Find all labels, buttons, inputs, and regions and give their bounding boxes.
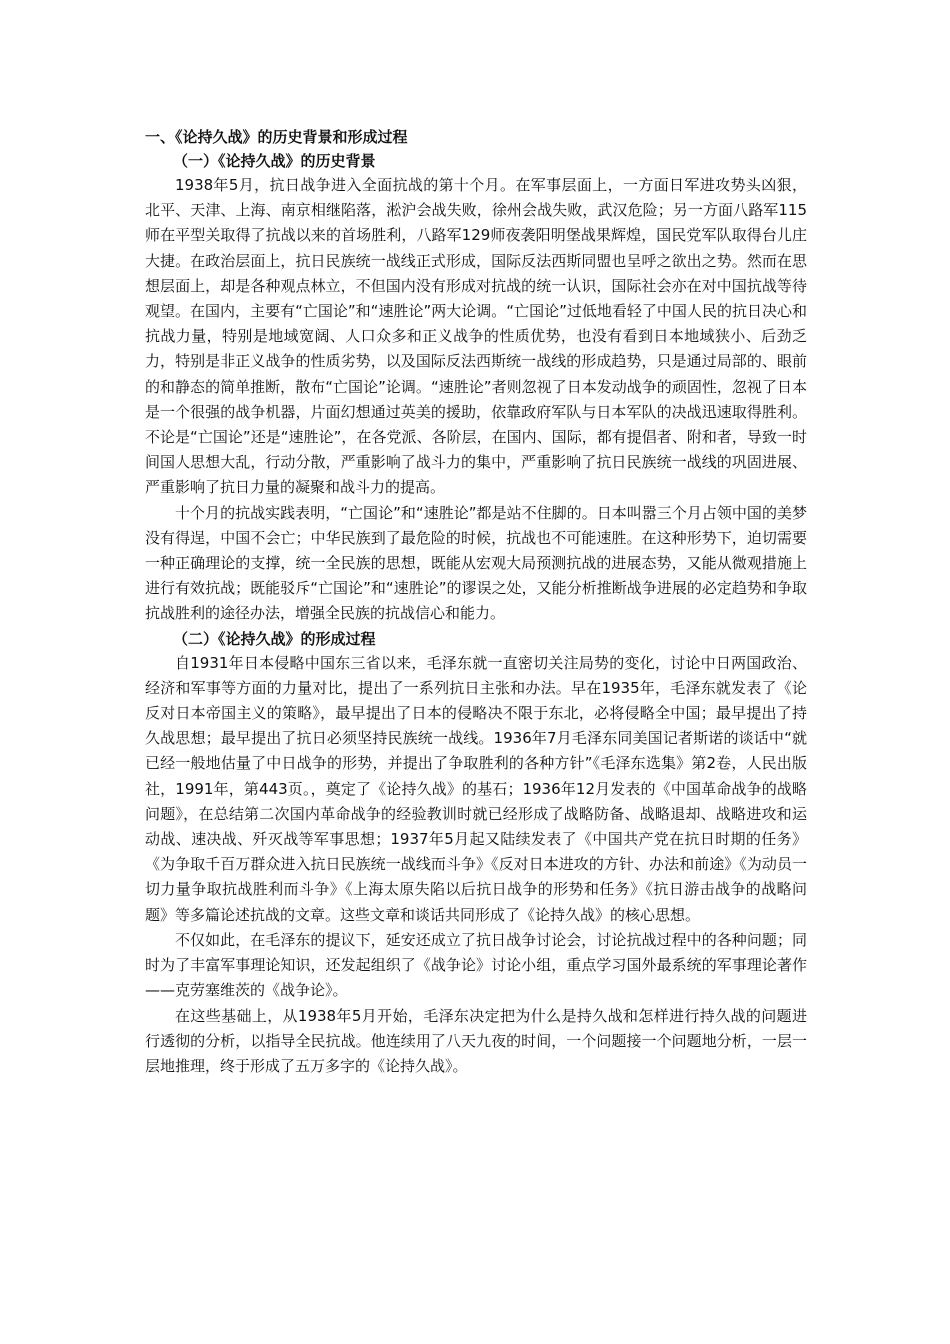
paragraph: 十个月的抗战实践表明，“亡国论”和“速胜论”都是站不住脚的。日本叫嚣三个月占领中国的美梦没有得逞，中国不会亡；中华民族到了最危险的时候，抗战也不可能速胜。在这种形势下，迫切需要一种正确理论的支撑，统一全民族的思想，既能从宏观大局预测抗战的进展态势，又能从微观措施上进行有效抗战；既能驳斥“亡国论”和“速胜论”的谬误之处，又能分析推断战争进展的必定趋势和争取抗战胜利的途径办法，增强全民族的抗战信心和能力。 — [145, 503, 807, 623]
paragraph: 不仅如此，在毛泽东的提议下，延安还成立了抗日战争讨论会，讨论抗战过程中的各种问题；同时为了丰富军事理论知识，还发起组织了《战争论》讨论小组，重点学习国外最系统的军事理论著作——克劳塞维茨的《战争论》。 — [145, 930, 807, 1000]
paragraph: 自1931年日本侵略中国东三省以来，毛泽东就一直密切关注局势的变化，讨论中日两国政治、经济和军事等方面的力量对比，提出了一系列抗日主张和办法。早在1935年，毛泽东就发表了《论反对日本帝国主义的策略》，最早提出了日本的侵略决不限于东北，必将侵略全中国；最早提出了持久战思想；最早提出了抗日必须坚持民族统一战线。1936年7月毛泽东同美国记者斯诺的谈话中“就已经一般地估量了中日战争的形势，并提出了争取胜利的各种方针”《毛泽东选集》第2卷，人民出版社，1991年，第443页。，奠定了《论持久战》的基石；1936年12月发表的《中国革命战争的战略问题》，在总结第二次国内革命战争的经验教训时就已经形成了战略防备、战略退却、战略进攻和运动战、速决战、歼灭战等军事思想；1937年5月起又陆续发表了《中国共产党在抗日时期的任务》《为争取千百万群众进入抗日民族统一战线而斗争》《反对日本进攻的方针、办法和前途》《为动员一切力量争取抗战胜利而斗争》《上海太原失陷以后抗日战争的形势和任务》《抗日游击战争的战略问题》等多篇论述抗战的文章。这些文章和谈话共同形成了《论持久战》的核心思想。 — [145, 653, 807, 924]
document-page — [145, 125, 807, 1079]
paragraph: 1938年5月，抗日战争进入全面抗战的第十个月。在军事层面上，一方面日军进攻势头凶狠，北平、天津、上海、南京相继陷落，淞沪会战失败，徐州会战失败，武汉危险；另一方面八路军115师在平型关取得了抗战以来的首场胜利，八路军129师夜袭阳明堡战果辉煌，国民党军队取得台儿庄大捷。在政治层面上，抗日民族统一战线正式形成，国际反法西斯同盟也呈呼之欲出之势。然而在思想层面上，却是各种观点林立，不但国内没有形成对抗战的统一认识，国际社会亦在对中国抗战等待观望。在国内，主要有“亡国论”和“速胜论”两大论调。“亡国论”过低地看轻了中国人民的抗日决心和抗战力量，特别是地域宽阔、人口众多和正义战争的性质优势，也没有看到日本地域狭小、后劲乏力，特别是非正义战争的性质劣势，以及国际反法西斯统一战线的形成趋势，只是通过局部的、眼前的和静态的简单推断，散布“亡国论”论调。“速胜论”者则忽视了日本发动战争的顽固性，忽视了日本是一个很强的战争机器，片面幻想通过英美的援助，依靠政府军队与日本军队的决战迅速取得胜利。不论是“亡国论”还是“速胜论”，在各党派、各阶层，在国内、国际，都有提倡者、附和者，导致一时间国人思想大乱，行动分散，严重影响了战斗力的集中，严重影响了抗日民族统一战线的巩固进展、严重影响了抗日力量的凝聚和战斗力的提高。 — [145, 176, 807, 497]
paragraph: 在这些基础上，从1938年5月开始，毛泽东决定把为什么是持久战和怎样进行持久战的问题进行透彻的分析，以指导全民抗战。他连续用了八天九夜的时间，一个问题接一个问题地分析，一层一层地推理，终于形成了五万多字的《论持久战》。 — [145, 1006, 807, 1075]
section-heading: 一、《论持久战》的历史背景和形成过程 — [145, 128, 408, 146]
subsection-heading-background: （一）《论持久战》的历史背景 — [173, 152, 376, 170]
subsection-heading-formation: （二）《论持久战》的形成过程 — [173, 629, 376, 648]
